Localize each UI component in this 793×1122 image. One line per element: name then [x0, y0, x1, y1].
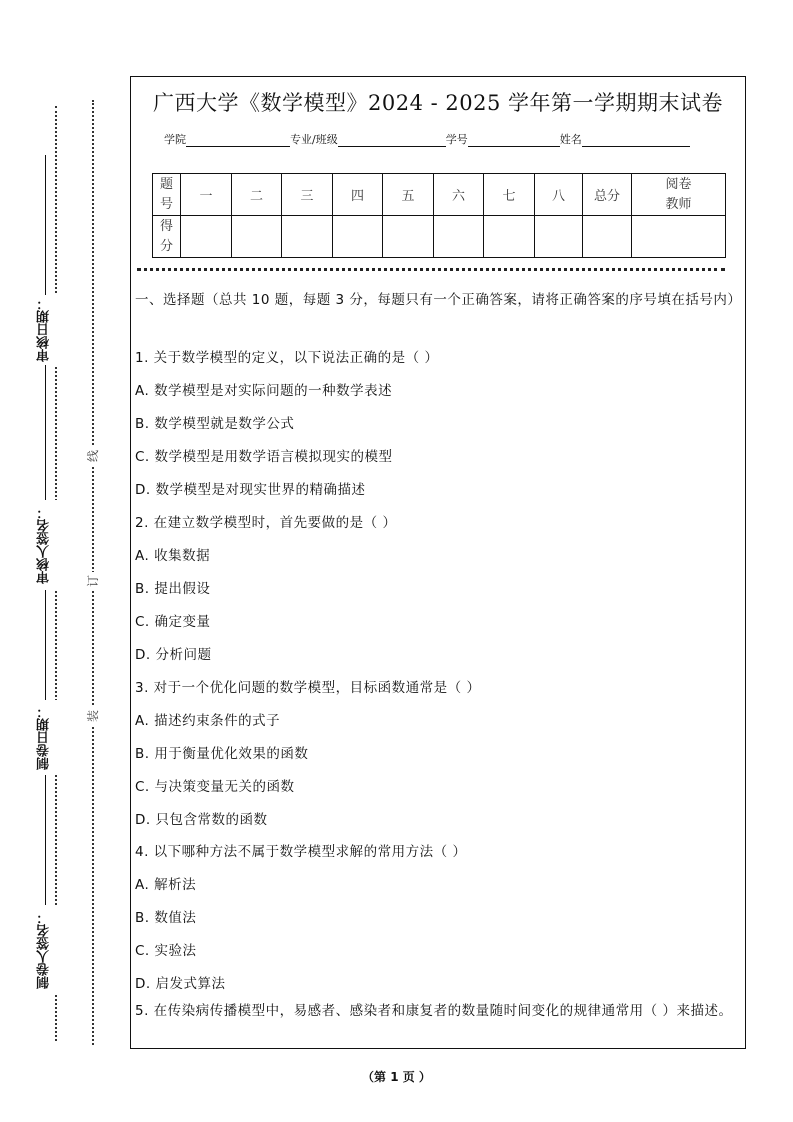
question-3-option-a: A. 描述约束条件的式子 — [135, 713, 281, 729]
name-label: 姓名 — [559, 133, 582, 146]
signature-line — [45, 155, 46, 295]
score-row-label: 得 分 — [153, 216, 181, 258]
score-cell[interactable] — [181, 216, 232, 258]
bind-char-line: 线 — [84, 447, 102, 465]
score-cell[interactable] — [484, 216, 535, 258]
paper-date-label: 制卷日期： — [25, 700, 65, 775]
score-table-score-row — [153, 216, 726, 258]
header-cell: 八 — [535, 174, 583, 216]
exam-title: 广西大学《数学模型》2024 - 2025 学年第一学期期末试卷 — [152, 91, 723, 115]
reviewer-signature-label: 审核人签名： — [25, 500, 65, 590]
student-info-row — [164, 131, 690, 147]
header-cell: 三 — [282, 174, 333, 216]
question-1-option-d: D. 数学模型是对现实世界的精确描述 — [135, 482, 366, 498]
signature-line — [45, 360, 46, 500]
score-table-header-row — [153, 174, 726, 216]
question-4-option-d: D. 启发式算法 — [135, 976, 226, 992]
question-2-option-c: C. 确定变量 — [135, 614, 211, 630]
review-date-label: 审核日期： — [25, 295, 65, 365]
question-2-stem: 2. 在建立数学模型时，首先要做的是（ ） — [135, 515, 397, 531]
question-3-stem: 3. 对于一个优化问题的数学模型，目标函数通常是（ ） — [135, 680, 481, 696]
question-1-option-b: B. 数学模型就是数学公式 — [135, 416, 295, 432]
question-3-option-d: D. 只包含常数的函数 — [135, 812, 268, 828]
score-cell[interactable] — [535, 216, 583, 258]
name-field[interactable] — [582, 134, 690, 147]
page-number: （第 1 页 ） — [362, 1070, 431, 1084]
question-1-stem: 1. 关于数学模型的定义，以下说法正确的是（ ） — [135, 350, 439, 366]
question-2-option-b: B. 提出假设 — [135, 581, 211, 597]
header-cell: 七 — [484, 174, 535, 216]
question-3-option-b: B. 用于衡量优化效果的函数 — [135, 746, 309, 762]
question-5-stem: 5. 在传染病传播模型中，易感者、感染者和康复者的数量随时间变化的规律通常用（ ）来描述。 — [135, 1003, 733, 1019]
major-class-field[interactable] — [338, 134, 446, 147]
question-4-option-c: C. 实验法 — [135, 943, 197, 959]
college-label: 学院 — [164, 133, 186, 146]
question-1-option-c: C. 数学模型是用数学语言模拟现实的模型 — [135, 449, 393, 465]
question-1-option-a: A. 数学模型是对实际问题的一种数学表述 — [135, 383, 393, 399]
question-4-option-b: B. 数值法 — [135, 910, 197, 926]
question-2-option-d: D. 分析问题 — [135, 647, 212, 663]
score-cell[interactable] — [434, 216, 484, 258]
total-score-cell[interactable] — [583, 216, 632, 258]
signature-line — [45, 775, 46, 910]
section-heading: 一、选择题（总共 10 题，每题 3 分，每题只有一个正确答案，请将正确答案的序号填在括号内） — [135, 292, 742, 308]
question-3-option-c: C. 与决策变量无关的函数 — [135, 779, 295, 795]
question-2-option-a: A. 收集数据 — [135, 548, 211, 564]
header-cell: 六 — [434, 174, 484, 216]
score-cell[interactable] — [282, 216, 333, 258]
question-4-stem: 4. 以下哪种方法不属于数学模型求解的常用方法（ ） — [135, 844, 467, 860]
grader-header: 阅卷 教师 — [632, 174, 726, 216]
header-separator — [137, 268, 725, 271]
bind-char-bind: 装 — [84, 707, 102, 725]
student-id-field[interactable] — [468, 134, 560, 147]
score-table — [152, 173, 726, 258]
header-cell: 四 — [333, 174, 383, 216]
student-id-label: 学号 — [445, 133, 468, 146]
header-cell: 五 — [383, 174, 434, 216]
score-cell[interactable] — [232, 216, 282, 258]
signature-line — [45, 590, 46, 700]
grader-cell[interactable] — [632, 216, 726, 258]
score-cell[interactable] — [383, 216, 434, 258]
header-cell: 二 — [232, 174, 282, 216]
bind-char-staple: 订 — [84, 572, 102, 590]
header-cell: 一 — [181, 174, 232, 216]
major-class-label: 专业/班级 — [290, 133, 338, 146]
score-cell[interactable] — [333, 216, 383, 258]
question-number-label: 题 号 — [153, 174, 181, 216]
exam-page-frame — [130, 76, 746, 1049]
college-field[interactable] — [186, 134, 290, 147]
question-4-option-a: A. 解析法 — [135, 877, 197, 893]
paper-maker-signature-label: 制卷人签名： — [25, 905, 65, 995]
total-score-header: 总分 — [583, 174, 632, 216]
